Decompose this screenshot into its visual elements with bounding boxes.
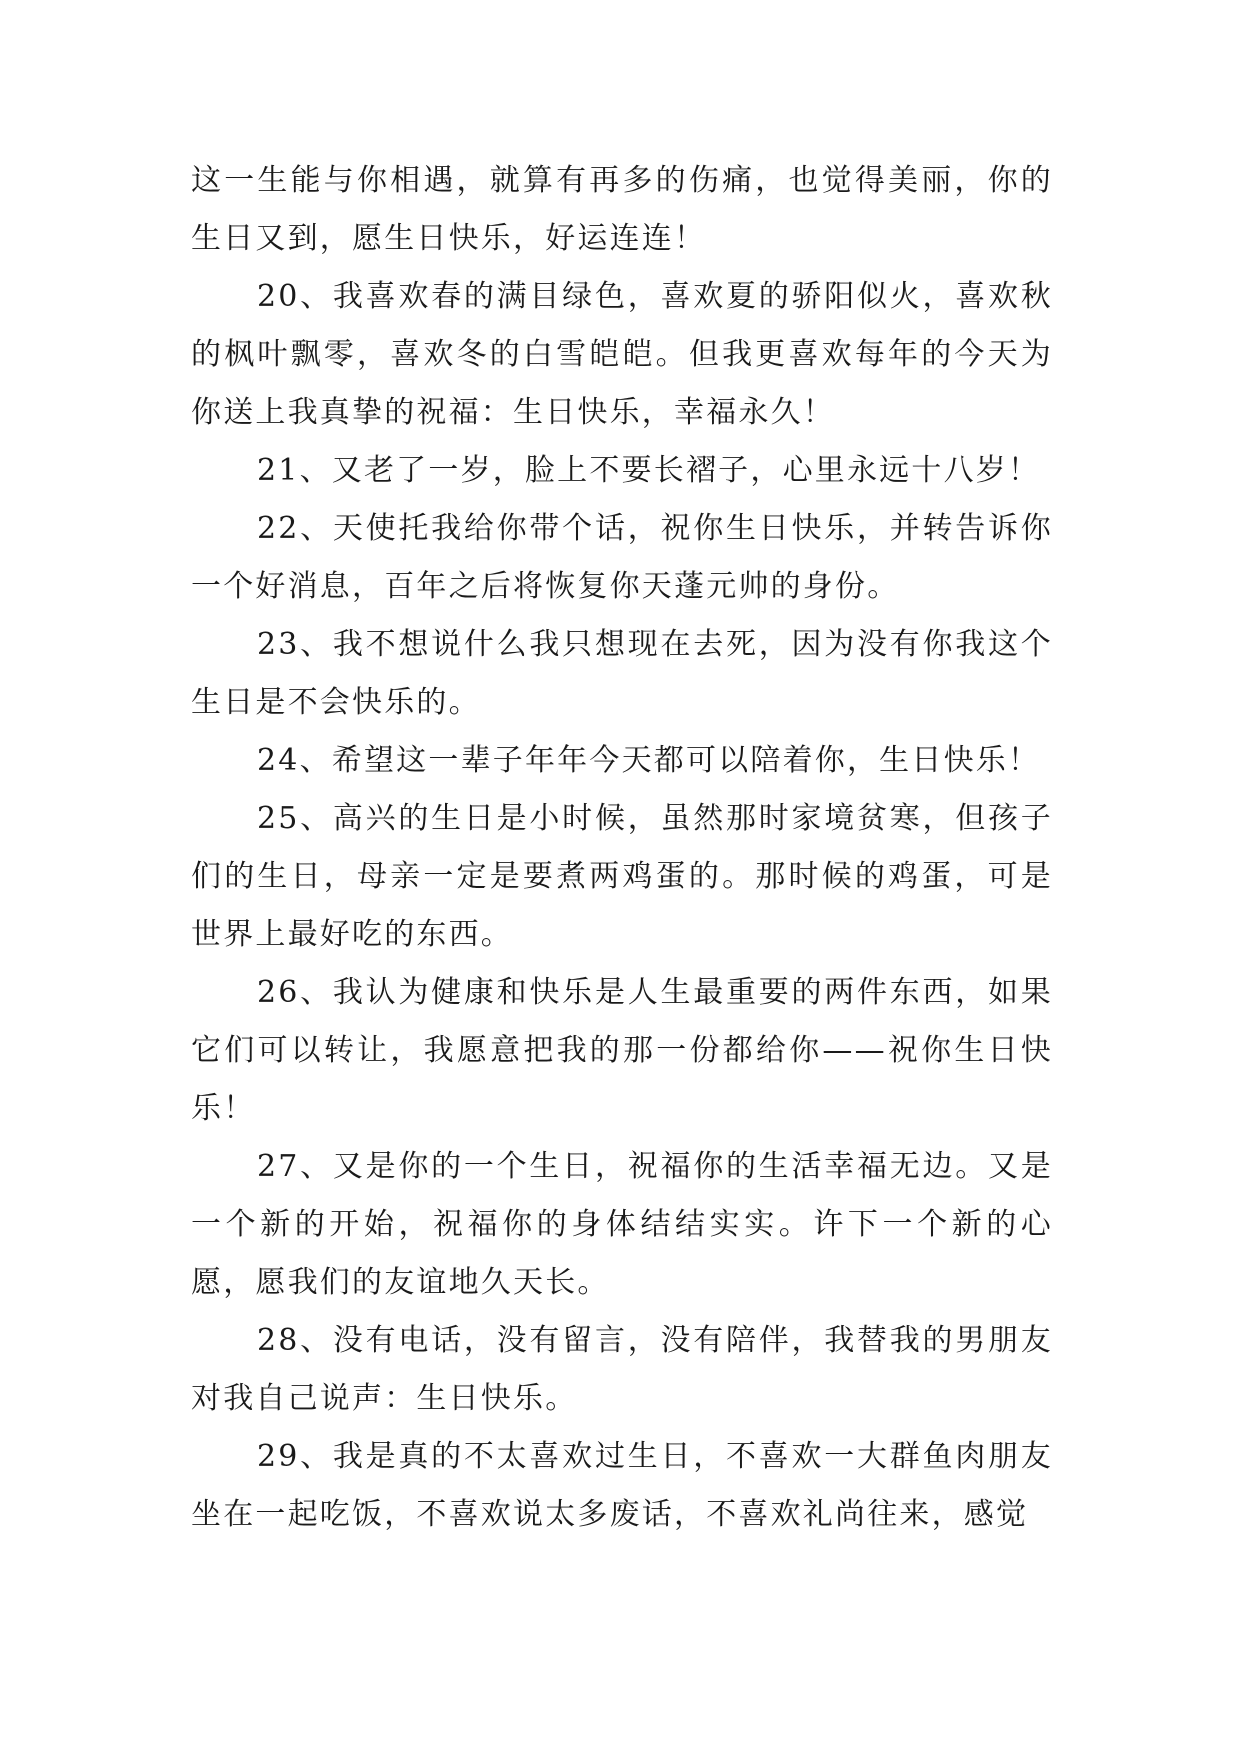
paragraph-24: 24、希望这一辈子年年今天都可以陪着你，生日快乐！ — [257, 743, 1041, 778]
paragraph-21: 21、又老了一岁，脸上不要长褶子，心里永远十八岁！ — [257, 453, 1041, 488]
paragraph-25: 25、高兴的生日是小时候，虽然那时家境贫寒，但孩子们的生日，母亲一定是要煮两鸡蛋的。那时候的鸡蛋，可是世界上最好吃的东西。 — [191, 801, 1053, 952]
paragraph-26: 26、我认为健康和快乐是人生最重要的两件东西，如果它们可以转让，我愿意把我的那一份都给你——祝你生日快乐！ — [191, 975, 1053, 1126]
paragraph-22: 22、天使托我给你带个话，祝你生日快乐，并转告诉你一个好消息，百年之后将恢复你天蓬元帅的身份。 — [191, 511, 1053, 604]
paragraph-28: 28、没有电话，没有留言，没有陪伴，我替我的男朋友对我自己说声：生日快乐。 — [191, 1323, 1053, 1416]
paragraph-23: 23、我不想说什么我只想现在去死，因为没有你我这个生日是不会快乐的。 — [191, 627, 1053, 720]
paragraph-27: 27、又是你的一个生日，祝福你的生活幸福无边。又是一个新的开始，祝福你的身体结结实实。许下一个新的心愿，愿我们的友谊地久天长。 — [191, 1149, 1053, 1300]
paragraph-intro: 这一生能与你相遇，就算有再多的伤痛，也觉得美丽，你的生日又到，愿生日快乐，好运连连！ — [191, 163, 1053, 256]
paragraph-20: 20、我喜欢春的满目绿色，喜欢夏的骄阳似火，喜欢秋的枫叶飘零，喜欢冬的白雪皑皑。但我更喜欢每年的今天为你送上我真挚的祝福：生日快乐，幸福永久！ — [191, 279, 1053, 430]
paragraph-29: 29、我是真的不太喜欢过生日，不喜欢一大群鱼肉朋友坐在一起吃饭，不喜欢说太多废话，不喜欢礼尚往来，感觉 — [191, 1439, 1053, 1532]
document-body — [191, 152, 1053, 1544]
